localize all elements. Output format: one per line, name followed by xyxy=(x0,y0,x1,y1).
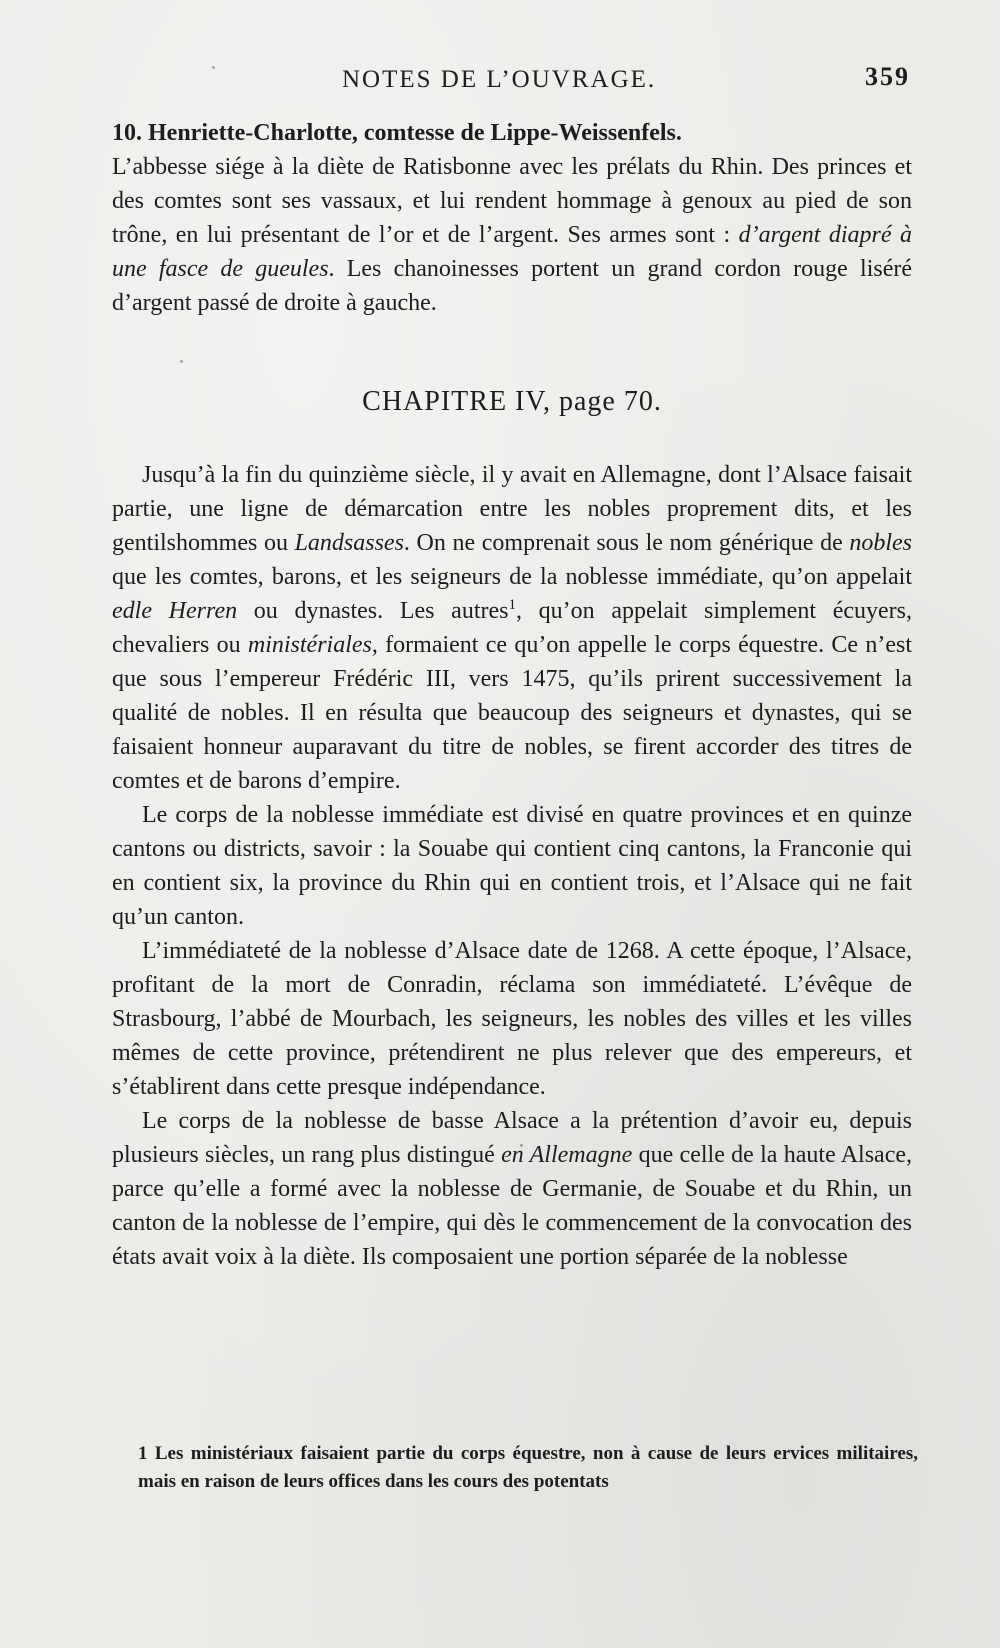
paragraph-2: Le corps de la noblesse immédiate est divisé en quatre provinces et en quinze cantons ou districts, savoir : la Souabe qui contient cinq cantons, la Franconie qui en contient six, la province du Rhin qui en contient trois, et l’Alsace qui ne fait qu’un canton. xyxy=(112,802,912,930)
p1-text-f: , formaient ce qu’on appelle le corps équestre. Ce n’est que sous l’empereur Frédéric III, vers 1475, qu’ils prirent successivement la qualité de nobles. Il en résulta que beaucoup des seigneurs et dynastes, qui se faisaient honneur auparavant du titre de nobles, se firent accorder des titres de comtes et de barons d’empire. xyxy=(112,632,912,794)
print-speck xyxy=(180,360,183,363)
p4-text-a: Le corps de la noblesse de basse Alsace a la prétention d’avoir eu, depuis plusieurs siècles, un rang plus distingué xyxy=(112,1108,912,1168)
note-10-body xyxy=(112,150,912,320)
footnote-marker: 1 xyxy=(138,1443,148,1464)
p1-nobles: nobles xyxy=(849,530,913,556)
paragraph-1 xyxy=(112,458,912,798)
p1-text-e: , qu’on appelait simplement écuyers, chevaliers ou xyxy=(112,598,912,658)
paragraph-4 xyxy=(112,1104,912,1274)
p1-text-c: que les comtes, barons, et les seigneurs de la noblesse immédiate, qu’on appelait xyxy=(112,564,912,590)
footnote-area xyxy=(138,1440,918,1496)
note-text-1: L’abbesse siége à la diète de Ratisbonne avec les prélats du Rhin. Des princes et des comtes sont ses vassaux, et lui rendent hommage à genoux au pied de son trône, en lui présentant de l’or et de l’argent. Ses armes sont : xyxy=(112,154,912,248)
running-title: NOTES DE L’OUVRAGE. xyxy=(342,66,657,93)
print-speck xyxy=(212,66,215,69)
p1-text-a: Jusqu’à la fin du quinzième siècle, il y avait en Allemagne, dont l’Alsace faisait partie, une ligne de démarcation entre les nobles proprement dits, et les gentilshommes ou xyxy=(112,462,912,556)
note-text-2: . Les chanoinesses portent un grand cordon rouge liséré d’argent passé de droite à gauche. xyxy=(112,256,912,316)
p4-text-b: que celle de la haute Alsace, parce qu’elle a formé avec la noblesse de Germanie, de Souabe et du Rhin, un canton de la noblesse de l’empire, qui dès le commencement de la convocation des états avait voix à la diète. Ils composaient une portion séparée de la noblesse xyxy=(112,1142,912,1270)
note-arms: d’argent diapré à une fasce de gueules xyxy=(112,222,913,282)
chapter-heading: CHAPITRE IV, page 70. xyxy=(362,386,662,417)
p4-en-allemagne: en Allemagne xyxy=(501,1142,633,1168)
note-name: Henriette-Charlotte, comtesse de Lippe-Weissenfels. xyxy=(148,120,682,146)
print-speck xyxy=(520,1144,523,1147)
p1-edle-herren: edle Herren xyxy=(112,598,238,624)
running-head xyxy=(112,62,912,102)
footnote xyxy=(138,1440,918,1496)
p1-landsasses: Landsasses xyxy=(294,530,404,556)
note-10-title xyxy=(112,116,912,150)
p1-ministeriales: ministériales xyxy=(247,632,372,658)
footnote-text: Les ministériaux faisaient partie du corps équestre, non à cause de leurs ervices militaires, mais en raison de leurs offices dans les cours des potentats xyxy=(138,1443,918,1492)
paragraph-3: L’immédiateté de la noblesse d’Alsace date de 1268. A cette époque, l’Alsace, profitant de la mort de Conradin, réclama son immédiateté. L’évêque de Strasbourg, l’abbé de Mourbach, les seigneurs, les nobles des villes et les villes mêmes de cette province, prétendirent ne plus relever que des empereurs, et s’établirent dans cette presque indépendance. xyxy=(112,938,912,1100)
page-number: 359 xyxy=(865,62,910,91)
footnote-reference: 1 xyxy=(508,597,516,613)
note-number: 10. xyxy=(112,120,142,146)
p1-text-b: . On ne comprenait sous le nom générique de xyxy=(403,530,850,556)
p1-text-d: ou dynastes. Les autres xyxy=(237,598,509,624)
